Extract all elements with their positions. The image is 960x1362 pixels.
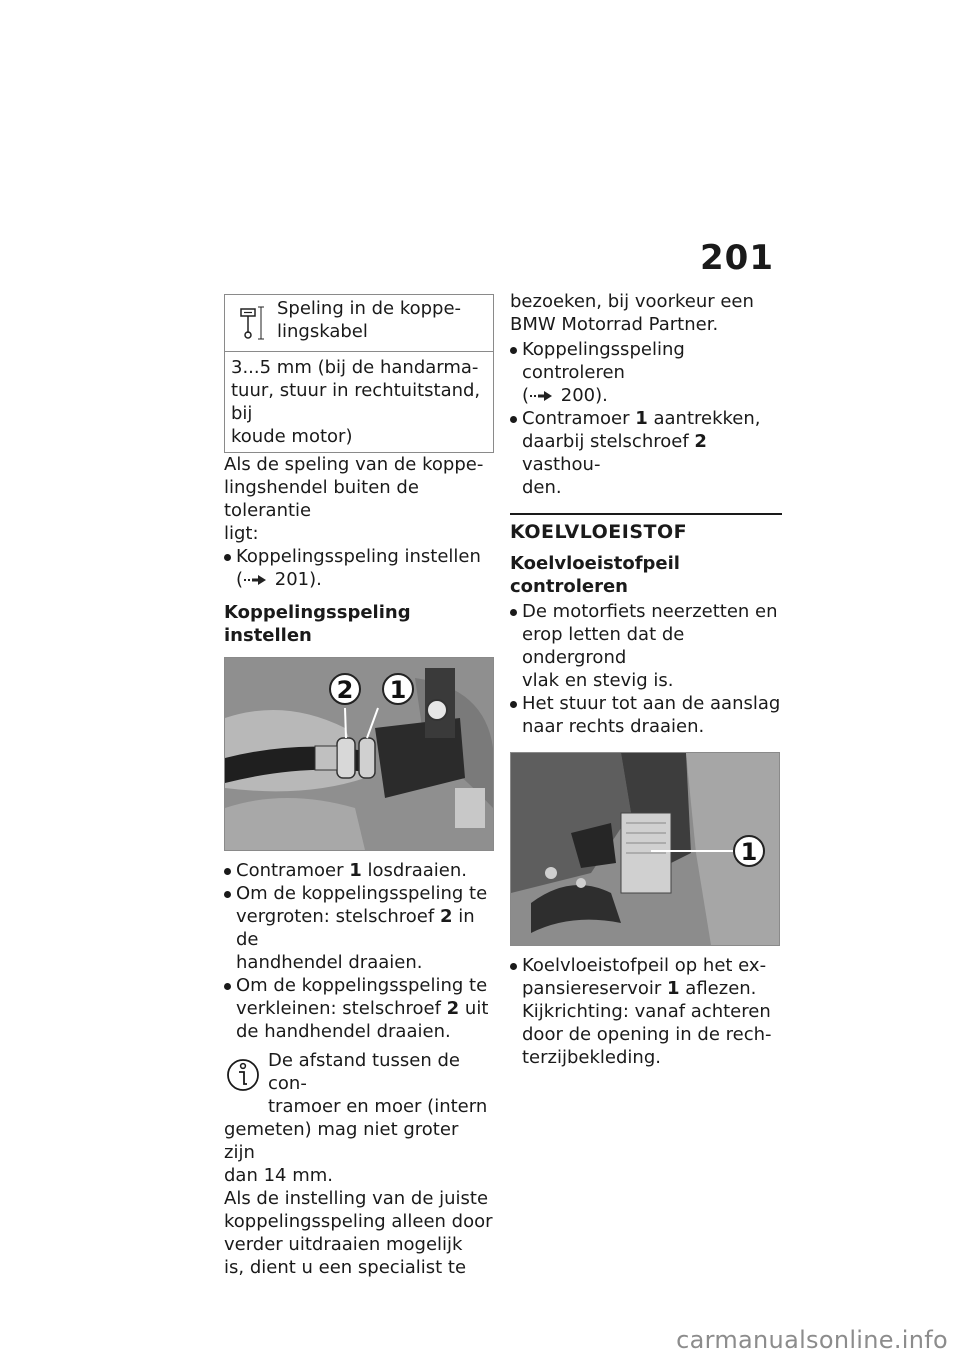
bullet-text: Contramoer — [522, 408, 636, 429]
page-reference-link[interactable]: ( 200). — [522, 385, 608, 406]
outro-text: is, dient u een specialist te — [224, 1257, 467, 1278]
step-text: losdraaien. — [361, 860, 467, 881]
bullet-text: naar rechts draaien. — [522, 716, 705, 737]
bullet-dot — [510, 416, 517, 423]
bullet-text: erop letten dat de ondergrond — [522, 624, 685, 668]
bullet-text: pansiereservoir — [522, 978, 668, 999]
step-text: uit — [459, 998, 489, 1019]
spec-box — [224, 294, 494, 453]
list-item — [224, 545, 494, 591]
bullet-text: Koelvloeistofpeil op het ex- — [522, 955, 767, 976]
info-icon — [224, 1053, 262, 1097]
part-number: 2 — [446, 998, 460, 1019]
page-number: 201 — [700, 238, 774, 278]
note-text: dan 14 mm. — [224, 1165, 334, 1186]
bullet-text: door de opening in de rech- — [522, 1024, 772, 1045]
section-heading: Koppelingsspeling instellen — [224, 602, 411, 646]
spec-value-line: koude motor) — [231, 426, 353, 447]
bullet-dot — [224, 891, 231, 898]
reference-page: 200). — [560, 385, 608, 406]
part-number: 2 — [439, 906, 453, 927]
part-number: 1 — [635, 408, 648, 429]
continued-text: BMW Motorrad Partner. — [510, 314, 719, 335]
note-text: tramoer en moer (intern — [268, 1096, 488, 1117]
step-text: vergroten: stelschroef — [236, 906, 440, 927]
continued-text: bezoeken, bij voorkeur een — [510, 291, 754, 312]
part-number: 2 — [694, 431, 707, 452]
intro-text: lingshendel buiten de tolerantie — [224, 477, 419, 521]
list-item — [510, 954, 782, 1069]
spec-title-line: lingskabel — [277, 321, 368, 342]
outro-text: koppelingsspeling alleen door — [224, 1211, 493, 1232]
spec-value — [225, 352, 493, 452]
bullet-text: aflezen. — [679, 978, 757, 999]
photo-callout: 1 — [740, 838, 758, 866]
step-text: in de — [236, 906, 475, 950]
bullet-text: vlak en stevig is. — [522, 670, 674, 691]
outro-text: Als de instelling van de juiste — [224, 1188, 489, 1209]
note-text: De afstand tussen de con- — [268, 1050, 460, 1094]
list-item — [224, 882, 494, 974]
step-text: handhendel draaien. — [236, 952, 423, 973]
coolant-reservoir-photo — [510, 752, 780, 946]
part-number: 1 — [349, 860, 362, 881]
note-text: gemeten) mag niet groter zijn — [224, 1119, 459, 1163]
bullet-text: vasthou- — [522, 454, 601, 475]
spec-value-line: 3...5 mm (bij de handarma- — [231, 357, 479, 378]
list-item — [510, 692, 782, 738]
info-note — [224, 1049, 494, 1187]
adjustment-gauge-icon — [237, 303, 267, 343]
photo-callout: 1 — [389, 676, 407, 704]
bullet-dot — [510, 347, 517, 354]
right-column — [510, 290, 782, 1069]
reference-page: 201). — [274, 569, 322, 590]
list-item — [510, 600, 782, 692]
part-number: 1 — [667, 978, 680, 999]
step-text: Om de koppelingsspeling te — [236, 883, 488, 904]
step-text: verkleinen: stelschroef — [236, 998, 447, 1019]
step-text: de handhendel draaien. — [236, 1021, 451, 1042]
bullet-dot — [510, 609, 517, 616]
arrow-right-icon — [243, 575, 267, 585]
bullet-text: den. — [522, 477, 562, 498]
bullet-text: daarbij stelschroef — [522, 431, 695, 452]
bullet-dot — [510, 963, 517, 970]
bullet-dot — [510, 701, 517, 708]
bullet-text: Het stuur tot aan de aanslag — [522, 693, 781, 714]
list-item — [510, 407, 782, 499]
intro-text: Als de speling van de koppe- — [224, 454, 484, 475]
outro-text: verder uitdraaien mogelijk — [224, 1234, 463, 1255]
bullet-dot — [224, 983, 231, 990]
page-reference-link[interactable]: ( 201). — [236, 569, 322, 590]
spec-header — [225, 295, 493, 352]
step-text: Om de koppelingsspeling te — [236, 975, 488, 996]
bullet-dot — [224, 868, 231, 875]
bullet-text: aantrekken, — [647, 408, 761, 429]
spec-value-line: tuur, stuur in rechtuitstand, bij — [231, 380, 481, 424]
watermark: carmanualsonline.info — [676, 1326, 948, 1354]
bullet-text: Kijkrichting: vanaf achteren — [522, 1001, 771, 1022]
intro-text: ligt: — [224, 523, 259, 544]
list-item — [510, 338, 782, 407]
photo-callout: 2 — [336, 676, 354, 704]
bullet-text: De motorfiets neerzetten en — [522, 601, 778, 622]
clutch-lever-photo — [224, 657, 494, 851]
list-item — [224, 859, 494, 882]
arrow-right-icon — [529, 391, 553, 401]
section-heading: Koelvloeistofpeil controleren — [510, 553, 680, 597]
section-title: KOELVLOEISTOF — [510, 513, 782, 544]
bullet-text: terzijbekleding. — [522, 1047, 661, 1068]
step-text: Contramoer — [236, 860, 350, 881]
bullet-dot — [224, 554, 231, 561]
left-column — [224, 294, 494, 1279]
spec-title-line: Speling in de koppe- — [277, 298, 462, 319]
list-item — [224, 974, 494, 1043]
bullet-text: Koppelingsspeling controleren — [522, 339, 685, 383]
bullet-text: Koppelingsspeling instellen — [236, 546, 481, 567]
